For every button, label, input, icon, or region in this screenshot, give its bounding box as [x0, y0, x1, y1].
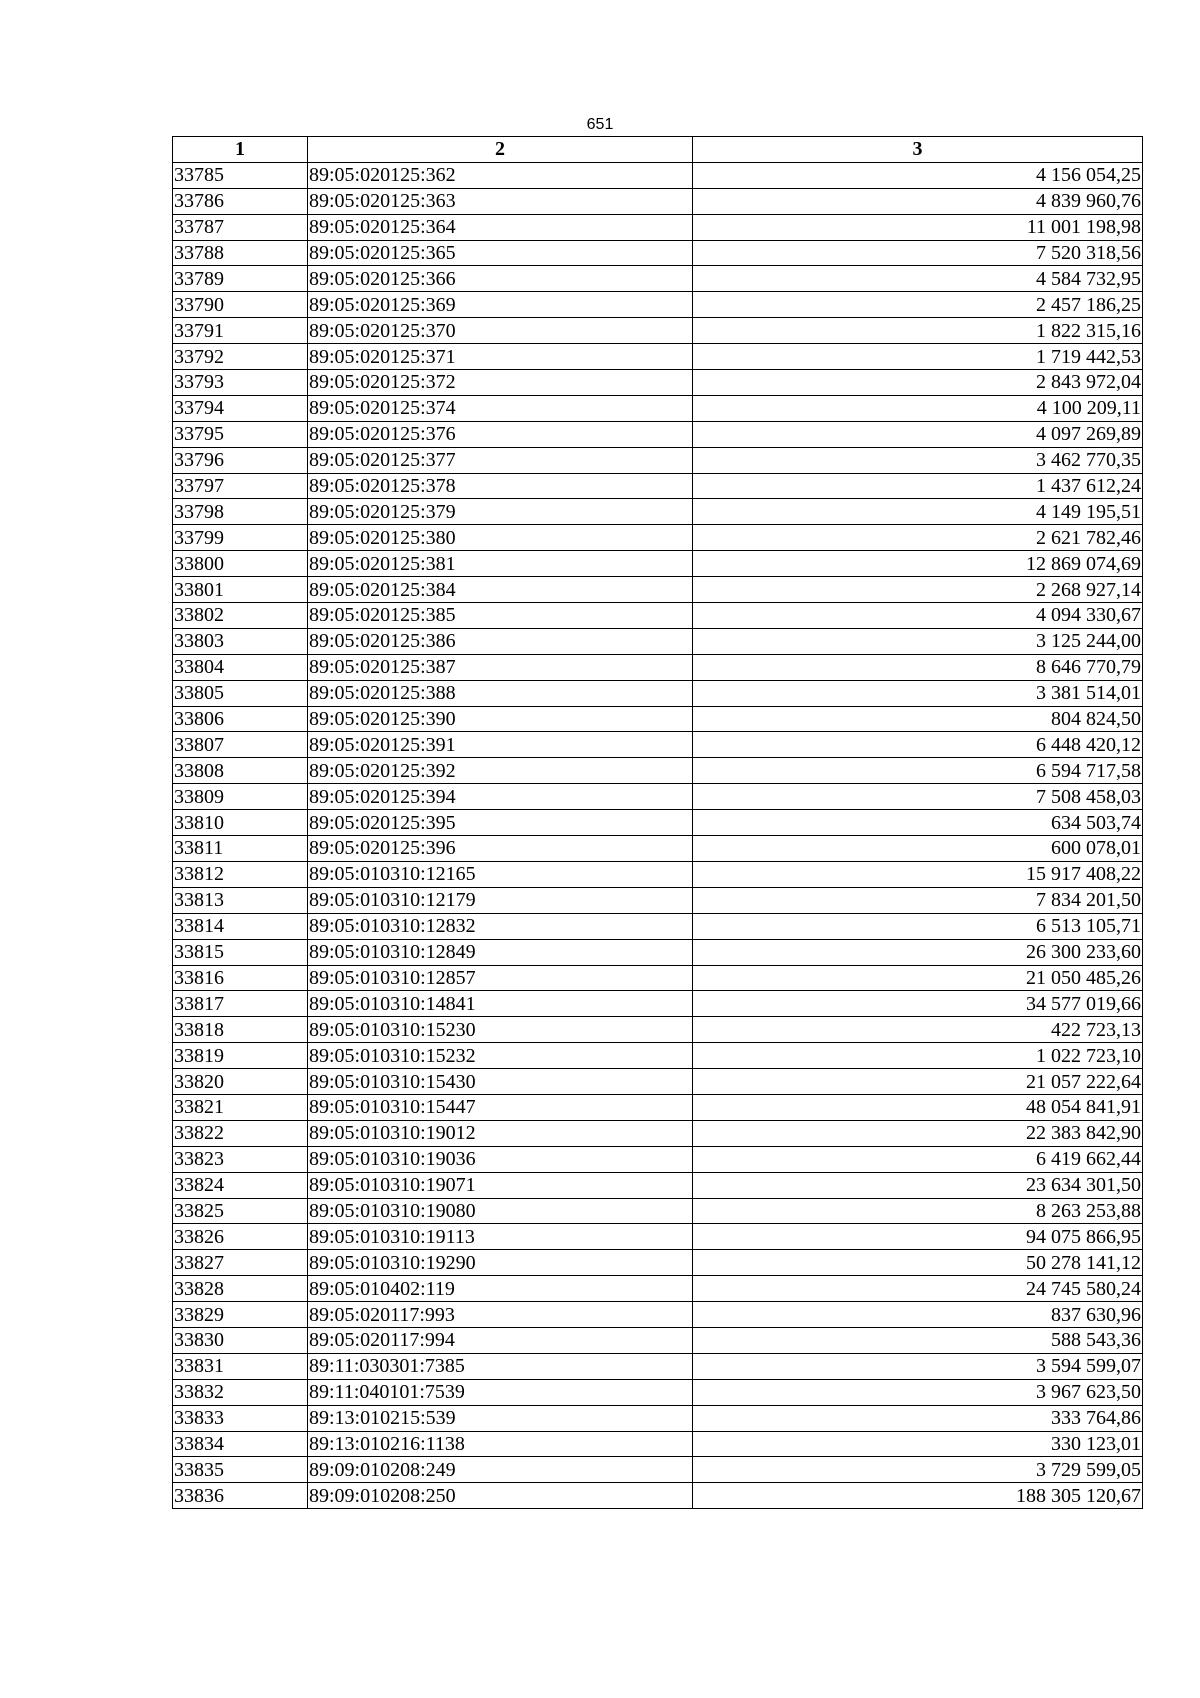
- cadastral-value: 3 729 599,05: [693, 1457, 1143, 1483]
- table-row: [173, 680, 1143, 706]
- cadastral-number: 89:05:020125:365: [308, 240, 693, 266]
- table-row: [173, 913, 1143, 939]
- cadastral-number: 89:05:020125:374: [308, 395, 693, 421]
- row-number: 33802: [173, 603, 308, 629]
- row-number: 33807: [173, 732, 308, 758]
- cadastral-number: 89:05:020125:378: [308, 473, 693, 499]
- cadastral-number: 89:13:010215:539: [308, 1405, 693, 1431]
- cadastral-value: 4 097 269,89: [693, 421, 1143, 447]
- cadastral-value: 3 462 770,35: [693, 447, 1143, 473]
- page-number: 651: [586, 116, 614, 133]
- table-row: [173, 1431, 1143, 1457]
- cadastral-value: 3 967 623,50: [693, 1379, 1143, 1405]
- table-row: [173, 1224, 1143, 1250]
- table-row: [173, 732, 1143, 758]
- table-row: [173, 965, 1143, 991]
- table-row: [173, 1276, 1143, 1302]
- cadastral-number: 89:13:010216:1138: [308, 1431, 693, 1457]
- cadastral-value: 3 125 244,00: [693, 628, 1143, 654]
- table-row: [173, 525, 1143, 551]
- row-number: 33813: [173, 887, 308, 913]
- row-number: 33831: [173, 1353, 308, 1379]
- table-row: [173, 1043, 1143, 1069]
- cadastral-number: 89:05:010310:15447: [308, 1094, 693, 1120]
- cadastral-number: 89:05:010310:15430: [308, 1069, 693, 1095]
- cadastral-number: 89:05:020125:362: [308, 162, 693, 188]
- table-row: [173, 473, 1143, 499]
- cadastral-number: 89:05:010310:19113: [308, 1224, 693, 1250]
- cadastral-number: 89:05:010310:19080: [308, 1198, 693, 1224]
- table-row: [173, 1327, 1143, 1353]
- cadastral-value: 4 156 054,25: [693, 162, 1143, 188]
- cadastral-number: 89:05:020125:395: [308, 810, 693, 836]
- cadastral-number: 89:05:020125:386: [308, 628, 693, 654]
- table-row: [173, 1069, 1143, 1095]
- row-number: 33826: [173, 1224, 308, 1250]
- row-number: 33812: [173, 861, 308, 887]
- row-number: 33828: [173, 1276, 308, 1302]
- cadastral-value: 48 054 841,91: [693, 1094, 1143, 1120]
- cadastral-number: 89:05:020125:391: [308, 732, 693, 758]
- cadastral-value: 34 577 019,66: [693, 991, 1143, 1017]
- cadastral-value: 634 503,74: [693, 810, 1143, 836]
- cadastral-number: 89:05:010310:19290: [308, 1250, 693, 1276]
- column-header-1: 1: [173, 137, 308, 163]
- row-number: 33799: [173, 525, 308, 551]
- row-number: 33805: [173, 680, 308, 706]
- cadastral-value: 7 834 201,50: [693, 887, 1143, 913]
- cadastral-number: 89:05:010310:15230: [308, 1017, 693, 1043]
- cadastral-value-table: [172, 136, 1143, 1509]
- table-row: [173, 188, 1143, 214]
- row-number: 33815: [173, 939, 308, 965]
- cadastral-number: 89:05:010310:12857: [308, 965, 693, 991]
- cadastral-number: 89:05:020125:379: [308, 499, 693, 525]
- cadastral-value: 11 001 198,98: [693, 214, 1143, 240]
- table-row: [173, 1250, 1143, 1276]
- table-row: [173, 1017, 1143, 1043]
- row-number: 33786: [173, 188, 308, 214]
- cadastral-number: 89:05:020125:392: [308, 758, 693, 784]
- table-row: [173, 421, 1143, 447]
- cadastral-number: 89:05:020125:381: [308, 551, 693, 577]
- column-header-2: 2: [308, 137, 693, 163]
- cadastral-number: 89:05:020125:384: [308, 577, 693, 603]
- row-number: 33808: [173, 758, 308, 784]
- table-row: [173, 266, 1143, 292]
- table-row: [173, 1094, 1143, 1120]
- cadastral-value: 2 268 927,14: [693, 577, 1143, 603]
- row-number: 33834: [173, 1431, 308, 1457]
- column-header-3: 3: [693, 137, 1143, 163]
- table-row: [173, 499, 1143, 525]
- table-row: [173, 370, 1143, 396]
- cadastral-number: 89:05:020125:385: [308, 603, 693, 629]
- cadastral-number: 89:05:010310:14841: [308, 991, 693, 1017]
- row-number: 33833: [173, 1405, 308, 1431]
- cadastral-number: 89:05:020125:371: [308, 344, 693, 370]
- table-row: [173, 1198, 1143, 1224]
- cadastral-value: 7 520 318,56: [693, 240, 1143, 266]
- cadastral-value: 2 621 782,46: [693, 525, 1143, 551]
- row-number: 33835: [173, 1457, 308, 1483]
- table-row: [173, 1483, 1143, 1509]
- cadastral-value: 1 022 723,10: [693, 1043, 1143, 1069]
- table-row: [173, 603, 1143, 629]
- cadastral-value: 6 594 717,58: [693, 758, 1143, 784]
- row-number: 33832: [173, 1379, 308, 1405]
- row-number: 33819: [173, 1043, 308, 1069]
- cadastral-number: 89:05:020117:994: [308, 1327, 693, 1353]
- cadastral-value: 22 383 842,90: [693, 1120, 1143, 1146]
- row-number: 33788: [173, 240, 308, 266]
- table-row: [173, 395, 1143, 421]
- cadastral-number: 89:05:020125:369: [308, 292, 693, 318]
- table-row: [173, 1379, 1143, 1405]
- row-number: 33787: [173, 214, 308, 240]
- cadastral-value: 23 634 301,50: [693, 1172, 1143, 1198]
- row-number: 33797: [173, 473, 308, 499]
- table-row: [173, 447, 1143, 473]
- cadastral-value: 7 508 458,03: [693, 784, 1143, 810]
- row-number: 33829: [173, 1302, 308, 1328]
- row-number: 33810: [173, 810, 308, 836]
- cadastral-value: 8 646 770,79: [693, 654, 1143, 680]
- row-number: 33801: [173, 577, 308, 603]
- cadastral-value: 12 869 074,69: [693, 551, 1143, 577]
- row-number: 33823: [173, 1146, 308, 1172]
- row-number: 33830: [173, 1327, 308, 1353]
- row-number: 33793: [173, 370, 308, 396]
- row-number: 33827: [173, 1250, 308, 1276]
- row-number: 33816: [173, 965, 308, 991]
- row-number: 33825: [173, 1198, 308, 1224]
- table-row: [173, 292, 1143, 318]
- table-header-row: [173, 137, 1143, 163]
- cadastral-value: 422 723,13: [693, 1017, 1143, 1043]
- cadastral-value: 21 050 485,26: [693, 965, 1143, 991]
- cadastral-value: 6 513 105,71: [693, 913, 1143, 939]
- cadastral-number: 89:05:010402:119: [308, 1276, 693, 1302]
- row-number: 33792: [173, 344, 308, 370]
- table-row: [173, 810, 1143, 836]
- cadastral-value: 3 594 599,07: [693, 1353, 1143, 1379]
- table-row: [173, 240, 1143, 266]
- table-row: [173, 1405, 1143, 1431]
- cadastral-value: 24 745 580,24: [693, 1276, 1143, 1302]
- cadastral-number: 89:05:020125:377: [308, 447, 693, 473]
- table-row: [173, 551, 1143, 577]
- row-number: 33789: [173, 266, 308, 292]
- row-number: 33821: [173, 1094, 308, 1120]
- row-number: 33791: [173, 318, 308, 344]
- cadastral-value: 4 149 195,51: [693, 499, 1143, 525]
- cadastral-value: 588 543,36: [693, 1327, 1143, 1353]
- table-body: [173, 162, 1143, 1508]
- table-row: [173, 1302, 1143, 1328]
- cadastral-value: 6 419 662,44: [693, 1146, 1143, 1172]
- table-row: [173, 784, 1143, 810]
- cadastral-number: 89:05:020125:396: [308, 836, 693, 862]
- cadastral-value: 21 057 222,64: [693, 1069, 1143, 1095]
- cadastral-number: 89:09:010208:250: [308, 1483, 693, 1509]
- row-number: 33817: [173, 991, 308, 1017]
- cadastral-value: 4 100 209,11: [693, 395, 1143, 421]
- cadastral-value: 804 824,50: [693, 706, 1143, 732]
- table-row: [173, 628, 1143, 654]
- cadastral-number: 89:05:010310:15232: [308, 1043, 693, 1069]
- table-row: [173, 162, 1143, 188]
- table-row: [173, 654, 1143, 680]
- table-row: [173, 1457, 1143, 1483]
- cadastral-number: 89:05:020125:366: [308, 266, 693, 292]
- row-number: 33820: [173, 1069, 308, 1095]
- cadastral-value: 600 078,01: [693, 836, 1143, 862]
- row-number: 33785: [173, 162, 308, 188]
- cadastral-number: 89:05:010310:12165: [308, 861, 693, 887]
- cadastral-value: 1 822 315,16: [693, 318, 1143, 344]
- row-number: 33809: [173, 784, 308, 810]
- table-row: [173, 1353, 1143, 1379]
- table-row: [173, 939, 1143, 965]
- table-row: [173, 1172, 1143, 1198]
- cadastral-value: 4 839 960,76: [693, 188, 1143, 214]
- row-number: 33822: [173, 1120, 308, 1146]
- cadastral-value: 188 305 120,67: [693, 1483, 1143, 1509]
- cadastral-value: 3 381 514,01: [693, 680, 1143, 706]
- cadastral-value: 837 630,96: [693, 1302, 1143, 1328]
- row-number: 33824: [173, 1172, 308, 1198]
- cadastral-value: 94 075 866,95: [693, 1224, 1143, 1250]
- cadastral-number: 89:11:040101:7539: [308, 1379, 693, 1405]
- row-number: 33804: [173, 654, 308, 680]
- row-number: 33798: [173, 499, 308, 525]
- row-number: 33796: [173, 447, 308, 473]
- table-row: [173, 1146, 1143, 1172]
- cadastral-value: 1 719 442,53: [693, 344, 1143, 370]
- cadastral-value: 26 300 233,60: [693, 939, 1143, 965]
- row-number: 33811: [173, 836, 308, 862]
- row-number: 33795: [173, 421, 308, 447]
- table-row: [173, 991, 1143, 1017]
- cadastral-value: 333 764,86: [693, 1405, 1143, 1431]
- cadastral-number: 89:05:010310:19012: [308, 1120, 693, 1146]
- cadastral-value: 2 457 186,25: [693, 292, 1143, 318]
- cadastral-value: 4 584 732,95: [693, 266, 1143, 292]
- cadastral-value: 2 843 972,04: [693, 370, 1143, 396]
- row-number: 33803: [173, 628, 308, 654]
- cadastral-number: 89:05:020125:394: [308, 784, 693, 810]
- cadastral-number: 89:05:020125:390: [308, 706, 693, 732]
- cadastral-number: 89:05:020125:364: [308, 214, 693, 240]
- cadastral-number: 89:05:010310:12849: [308, 939, 693, 965]
- cadastral-number: 89:05:020125:388: [308, 680, 693, 706]
- table-row: [173, 836, 1143, 862]
- cadastral-number: 89:05:020125:380: [308, 525, 693, 551]
- cadastral-number: 89:05:020125:376: [308, 421, 693, 447]
- table-row: [173, 887, 1143, 913]
- cadastral-number: 89:05:010310:19036: [308, 1146, 693, 1172]
- row-number: 33814: [173, 913, 308, 939]
- cadastral-value: 4 094 330,67: [693, 603, 1143, 629]
- cadastral-value: 15 917 408,22: [693, 861, 1143, 887]
- row-number: 33800: [173, 551, 308, 577]
- table-row: [173, 344, 1143, 370]
- cadastral-number: 89:05:010310:12832: [308, 913, 693, 939]
- cadastral-value: 8 263 253,88: [693, 1198, 1143, 1224]
- cadastral-value: 50 278 141,12: [693, 1250, 1143, 1276]
- table-row: [173, 577, 1143, 603]
- cadastral-number: 89:09:010208:249: [308, 1457, 693, 1483]
- cadastral-number: 89:05:010310:19071: [308, 1172, 693, 1198]
- cadastral-number: 89:05:020125:372: [308, 370, 693, 396]
- row-number: 33806: [173, 706, 308, 732]
- cadastral-number: 89:05:020125:363: [308, 188, 693, 214]
- table-row: [173, 318, 1143, 344]
- row-number: 33790: [173, 292, 308, 318]
- cadastral-value: 1 437 612,24: [693, 473, 1143, 499]
- row-number: 33794: [173, 395, 308, 421]
- table-row: [173, 214, 1143, 240]
- table-row: [173, 706, 1143, 732]
- cadastral-number: 89:05:020125:387: [308, 654, 693, 680]
- cadastral-value: 6 448 420,12: [693, 732, 1143, 758]
- row-number: 33818: [173, 1017, 308, 1043]
- cadastral-number: 89:11:030301:7385: [308, 1353, 693, 1379]
- cadastral-value: 330 123,01: [693, 1431, 1143, 1457]
- cadastral-number: 89:05:020117:993: [308, 1302, 693, 1328]
- table-row: [173, 861, 1143, 887]
- cadastral-number: 89:05:020125:370: [308, 318, 693, 344]
- table-row: [173, 758, 1143, 784]
- row-number: 33836: [173, 1483, 308, 1509]
- cadastral-number: 89:05:010310:12179: [308, 887, 693, 913]
- table-row: [173, 1120, 1143, 1146]
